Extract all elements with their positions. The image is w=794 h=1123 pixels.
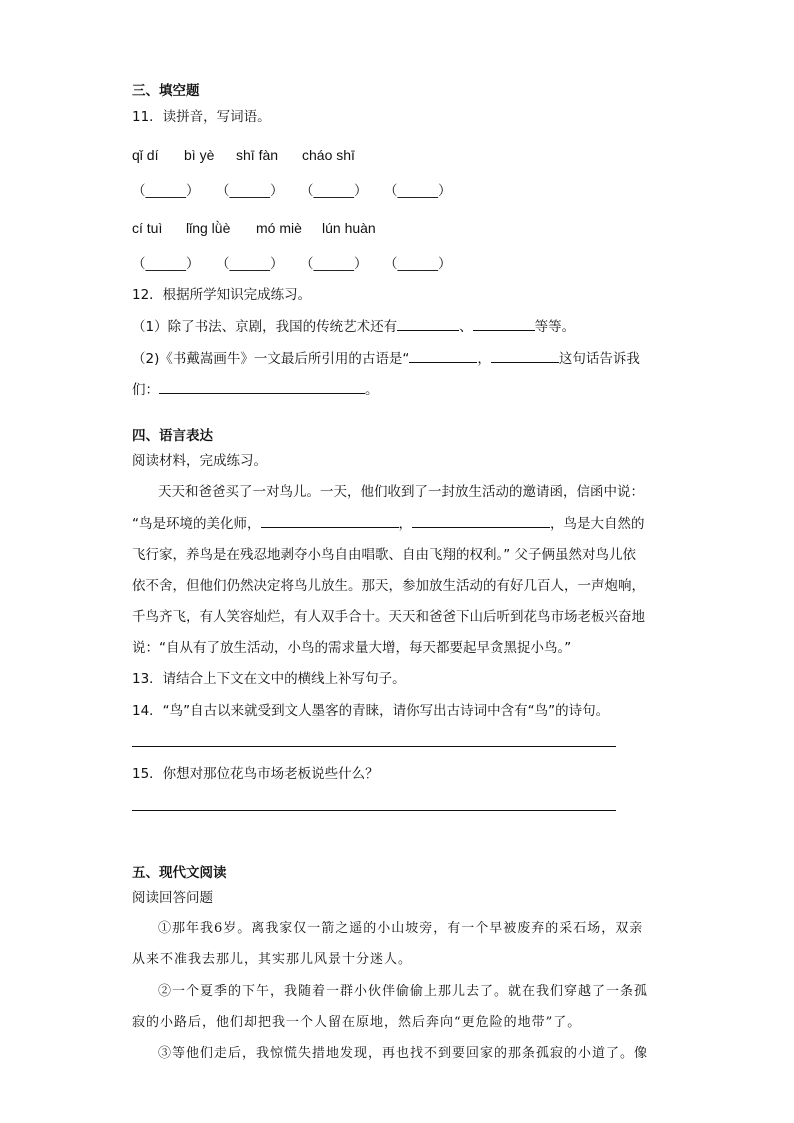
separator: 、 — [459, 319, 473, 335]
fill-blank-line[interactable] — [409, 348, 477, 363]
answer-blanks-row-1 — [132, 181, 468, 201]
passage-line: 说：“自从有了放生活动，小鸟的需求量大增，每天都要起早贪黑捉小鸟。” — [132, 640, 572, 656]
answer-line[interactable] — [132, 746, 616, 747]
question-text: 这句话告诉我 — [558, 351, 640, 367]
passage-line: 飞行家，养鸟是在残忍地剥夺小鸟自由唱歌、自由飞翔的权利。” 父子俩虽然对鸟儿依 — [132, 547, 637, 563]
separator: ， — [398, 516, 412, 532]
answer-blank[interactable]: （______） — [384, 183, 452, 199]
separator: ， — [477, 351, 491, 367]
answer-blank[interactable]: （______） — [216, 183, 284, 199]
question-12-1 — [132, 316, 575, 337]
fill-blank-line[interactable] — [412, 513, 550, 528]
pinyin-item: mó miè — [256, 220, 302, 236]
pinyin-item: bì yè — [184, 147, 215, 163]
section-intro: 阅读材料，完成练习。 — [132, 453, 267, 469]
question-text: 等等。 — [534, 319, 576, 335]
answer-blank[interactable]: （______） — [216, 256, 284, 272]
fill-blank-line[interactable] — [491, 348, 559, 363]
answer-blank[interactable]: （______） — [132, 183, 200, 199]
pinyin-row-1 — [132, 145, 355, 165]
passage-text: ，鸟是大自然的 — [550, 516, 645, 532]
section-heading-fill-in: 三、填空题 — [132, 83, 200, 99]
pinyin-item: qǐ dí — [132, 147, 159, 163]
section-intro: 阅读回答问题 — [132, 890, 213, 906]
answer-blank[interactable]: （______） — [300, 183, 368, 199]
reading-line: ①那年我6岁。离我家仅一箭之遥的小山坡旁，有一个早被废弃的采石场，双亲 — [158, 921, 644, 936]
section-heading-expression: 四、语言表达 — [132, 428, 213, 444]
pinyin-row-2 — [132, 218, 376, 238]
fill-blank-line[interactable] — [261, 513, 399, 528]
pinyin-item: lún huàn — [322, 220, 376, 236]
question-12-2-cont — [132, 379, 379, 400]
question-12: 12．根据所学知识完成练习。 — [132, 287, 312, 303]
answer-blanks-row-2 — [132, 254, 468, 274]
question-text: 们： — [132, 382, 159, 398]
reading-line: 从来不准我去那儿，其实那儿风景十分迷人。 — [132, 952, 413, 967]
fill-blank-line[interactable] — [397, 316, 459, 331]
fill-blank-line[interactable] — [159, 379, 365, 394]
question-text: （1）除了书法、京剧，我国的传统艺术还有 — [132, 319, 398, 335]
passage-line — [132, 513, 645, 534]
question-15: 15．你想对那位花鸟市场老板说些什么？ — [132, 766, 379, 782]
pinyin-item: lǐng lǜè — [186, 220, 231, 236]
pinyin-item: cí tuì — [132, 220, 163, 236]
question-11: 11．读拼音，写词语。 — [132, 109, 271, 125]
passage-line: 依不舍，但他们仍然决定将鸟儿放生。那天，参加放生活动的有好几百人，一声炮响， — [132, 578, 645, 594]
passage-line: 天天和爸爸买了一对鸟儿。一天，他们收到了一封放生活动的邀请函，信函中说： — [158, 484, 644, 500]
answer-blank[interactable]: （______） — [384, 256, 452, 272]
answer-blank[interactable]: （______） — [300, 256, 368, 272]
passage-line: 千鸟齐飞，有人笑容灿烂，有人双手合十。天天和爸爸下山后听到花鸟市场老板兴奋地 — [132, 609, 645, 625]
question-13: 13．请结合上下文在文中的横线上补写句子。 — [132, 671, 406, 687]
pinyin-item: cháo shī — [302, 147, 355, 163]
answer-line[interactable] — [132, 810, 616, 811]
section-heading-reading: 五、现代文阅读 — [132, 865, 227, 881]
question-12-2 — [132, 348, 640, 369]
reading-line: 寂的小路后，他们却把我一个人留在原地，然后奔向“更危险的地带”了。 — [132, 1015, 582, 1030]
reading-line: ②一个夏季的下午，我随着一群小伙伴偷偷上那儿去了。就在我们穿越了一条孤 — [158, 984, 649, 999]
fill-blank-line[interactable] — [473, 316, 535, 331]
question-14: 14．“鸟”自古以来就受到文人墨客的青睐，请你写出古诗词中含有“鸟”的诗句。 — [132, 703, 610, 719]
pinyin-item: shī fàn — [236, 147, 279, 163]
answer-blank[interactable]: （______） — [132, 256, 200, 272]
passage-text: “鸟是环境的美化师， — [132, 516, 261, 532]
question-text: （2)《书戴嵩画牛》一文最后所引用的古语是“ — [132, 351, 410, 367]
reading-line: ③等他们走后，我惊慌失措地发现，再也找不到要回家的那条孤寂的小道了。像 — [158, 1046, 649, 1061]
question-text: 。 — [365, 382, 379, 398]
